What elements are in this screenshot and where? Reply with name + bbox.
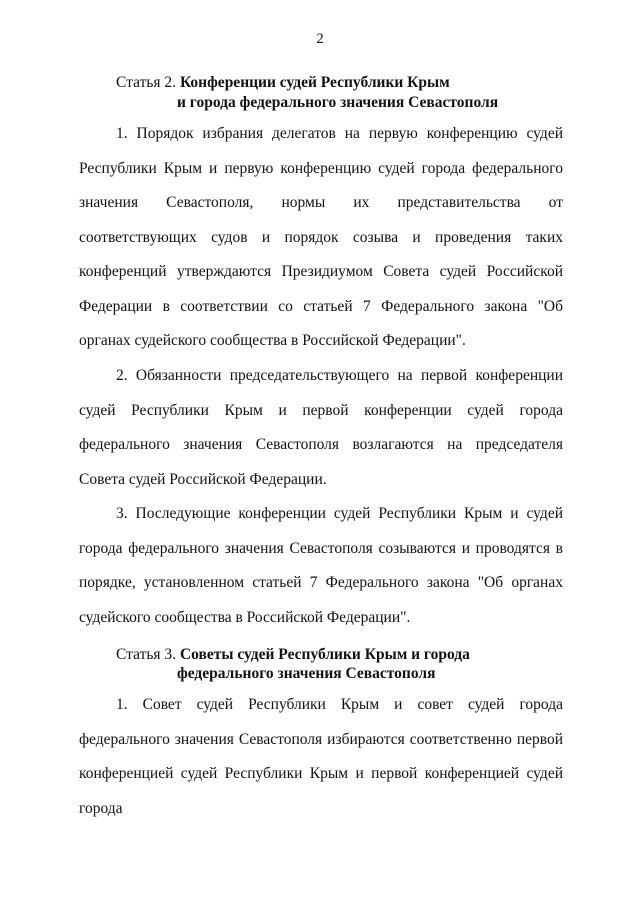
page-number: 2 <box>316 31 324 47</box>
article-3-heading <box>116 645 470 664</box>
article-3-title-line2: федерального значения Севастополя <box>177 665 436 682</box>
article-3-paragraph-1: 1. Совет судей Республики Крым и совет судей города федерального значения Севастополя избираются соответственно первой конференцией судей Республики Крым и первой конференцией судей города <box>79 696 563 817</box>
article-3-title-line1: Советы судей Республики Крым и города <box>179 646 470 663</box>
article-2-paragraph-2: 2. Обязанности председательствующего на первой конференции судей Республики Крым и первой конференции судей города федерального значения Севастополя возлагаются на председателя Совета судей Российской Федерации. <box>79 367 563 488</box>
article-3-heading-line2 <box>177 664 436 683</box>
article-3-number: Статья 3. <box>116 646 177 663</box>
article-2-title-line1: Конференции судей Республики Крым <box>179 74 450 91</box>
article-2-heading-line2 <box>177 93 498 112</box>
article-2-title-line2: и города федерального значения Севастополя <box>177 94 499 111</box>
article-2-paragraph-1: 1. Порядок избрания делегатов на первую конференцию судей Республики Крым и первую конференцию судей города федерального значения Севастополя, нормы их представительства от соответствующих судов и порядок созыва и проведения таких конференций утверждаются Президиумом Совета судей Российской Федерации в соответствии со статьей 7 Федерального закона "Об органах судейского сообщества в Российской Федерации". <box>79 125 563 349</box>
article-2-heading <box>116 73 450 92</box>
article-2-paragraph-3: 3. Последующие конференции судей Республики Крым и судей города федерального значения Севастополя созываются и проводятся в порядке, установленном статьей 7 Федерального закона "Об органах судейского сообщества в Российской Федерации". <box>79 505 563 626</box>
article-2-number: Статья 2. <box>116 74 177 91</box>
